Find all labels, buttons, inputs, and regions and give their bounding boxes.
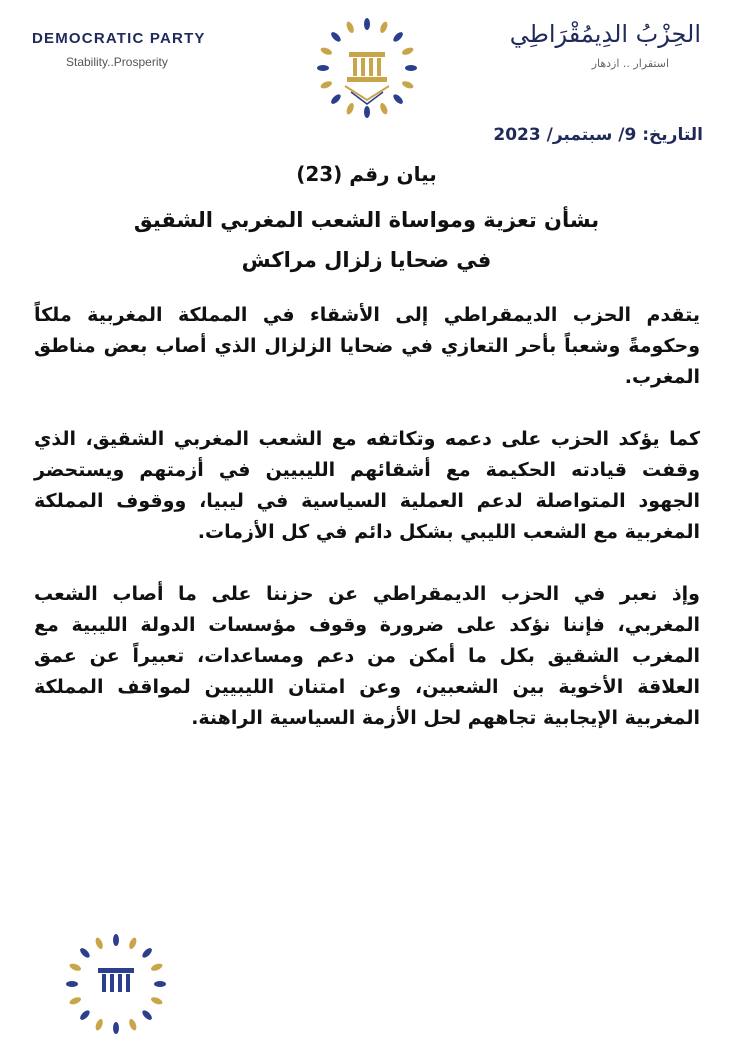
laurel-pillar-logo-icon bbox=[311, 12, 423, 124]
logo-leaf bbox=[150, 996, 163, 1006]
slogan-en: Stability..Prosperity bbox=[66, 55, 168, 69]
party-name-en: DEMOCRATIC PARTY bbox=[32, 30, 206, 47]
party-name-ar: الحِزْبُ الدِيمُقْرَاطِي bbox=[509, 20, 701, 48]
logo-leaf bbox=[113, 934, 119, 946]
paragraph: كما يؤكد الحزب على دعمه وتكاتفه مع الشعب المغربي الشقيق، الذي وقفت قيادته الحكيمة مع أشقائهم الليبيين في أزمتهم ويستحضر الجهود المتواصلة لدعم العملية السياسية في ليبيا، ووقوف المملكة المغربية مع الشعب الليبي بشكل دائم في كل الأزمات. bbox=[34, 428, 700, 543]
logo-leaf bbox=[150, 962, 163, 972]
logo-leaf bbox=[401, 80, 414, 90]
logo-leaf bbox=[320, 46, 333, 56]
statement-subject bbox=[0, 200, 733, 280]
logo-leaf bbox=[141, 1009, 154, 1022]
letterhead bbox=[0, 0, 733, 125]
logo-leaf bbox=[94, 937, 104, 950]
statement-number: بيان رقم (23) bbox=[296, 162, 437, 186]
logo-leaf bbox=[401, 46, 414, 56]
logo-leaf bbox=[379, 21, 389, 34]
slogan-ar: استقرار .. ازدهار bbox=[591, 57, 669, 70]
logo-leaf bbox=[141, 947, 154, 960]
logo-leaf bbox=[364, 106, 370, 118]
logo-leaf bbox=[320, 80, 333, 90]
logo-leaf bbox=[79, 947, 92, 960]
logo-leaf bbox=[364, 18, 370, 30]
logo-leaf bbox=[79, 1009, 92, 1022]
logo-leaf bbox=[66, 981, 78, 987]
paragraph: وإذ نعبر في الحزب الديمقراطي عن حزننا على ما أصاب الشعب المغربي، فإننا نؤكد على ضرورة وقوف مؤسسات الدولة الليبية مع المغرب الشقيق بكل ما أمكن من دعم ومساعدات، تعبيراً عن عمق العلاقة الأخوية بين الشعبين، وعن امتنان الليبيين لمواقف المملكة المغربية الإيجابية تجاههم لحل الأزمة السياسية الراهنة. bbox=[34, 583, 700, 729]
laurel-pillar-logo-icon bbox=[60, 928, 172, 1040]
logo-leaf bbox=[330, 31, 343, 44]
logo-leaf bbox=[69, 996, 82, 1006]
statement-body bbox=[34, 300, 700, 765]
logo-leaf bbox=[392, 93, 405, 106]
logo-leaf bbox=[154, 981, 166, 987]
subject-line: بشأن تعزية ومواساة الشعب المغربي الشقيق bbox=[133, 208, 600, 232]
logo-leaf bbox=[330, 93, 343, 106]
logo-leaf bbox=[128, 1018, 138, 1031]
logo-leaf bbox=[128, 937, 138, 950]
logo-leaf bbox=[405, 65, 417, 71]
statement-date: التاريخ: 9/ سبتمبر/ 2023 bbox=[493, 125, 703, 145]
logo-leaf bbox=[113, 1022, 119, 1034]
logo-leaf bbox=[345, 102, 355, 115]
logo-leaf bbox=[392, 31, 405, 44]
logo-leaf bbox=[345, 21, 355, 34]
logo-leaf bbox=[379, 102, 389, 115]
logo-leaf bbox=[69, 962, 82, 972]
paragraph: يتقدم الحزب الديمقراطي إلى الأشقاء في المملكة المغربية ملكاً وحكومةً وشعباً بأحر التعازي في ضحايا الزلزال الذي أصاب بعض مناطق المغرب. bbox=[34, 304, 700, 388]
logo-leaf bbox=[317, 65, 329, 71]
subject-line: في ضحايا زلزال مراكش bbox=[241, 248, 492, 272]
logo-leaf bbox=[94, 1018, 104, 1031]
